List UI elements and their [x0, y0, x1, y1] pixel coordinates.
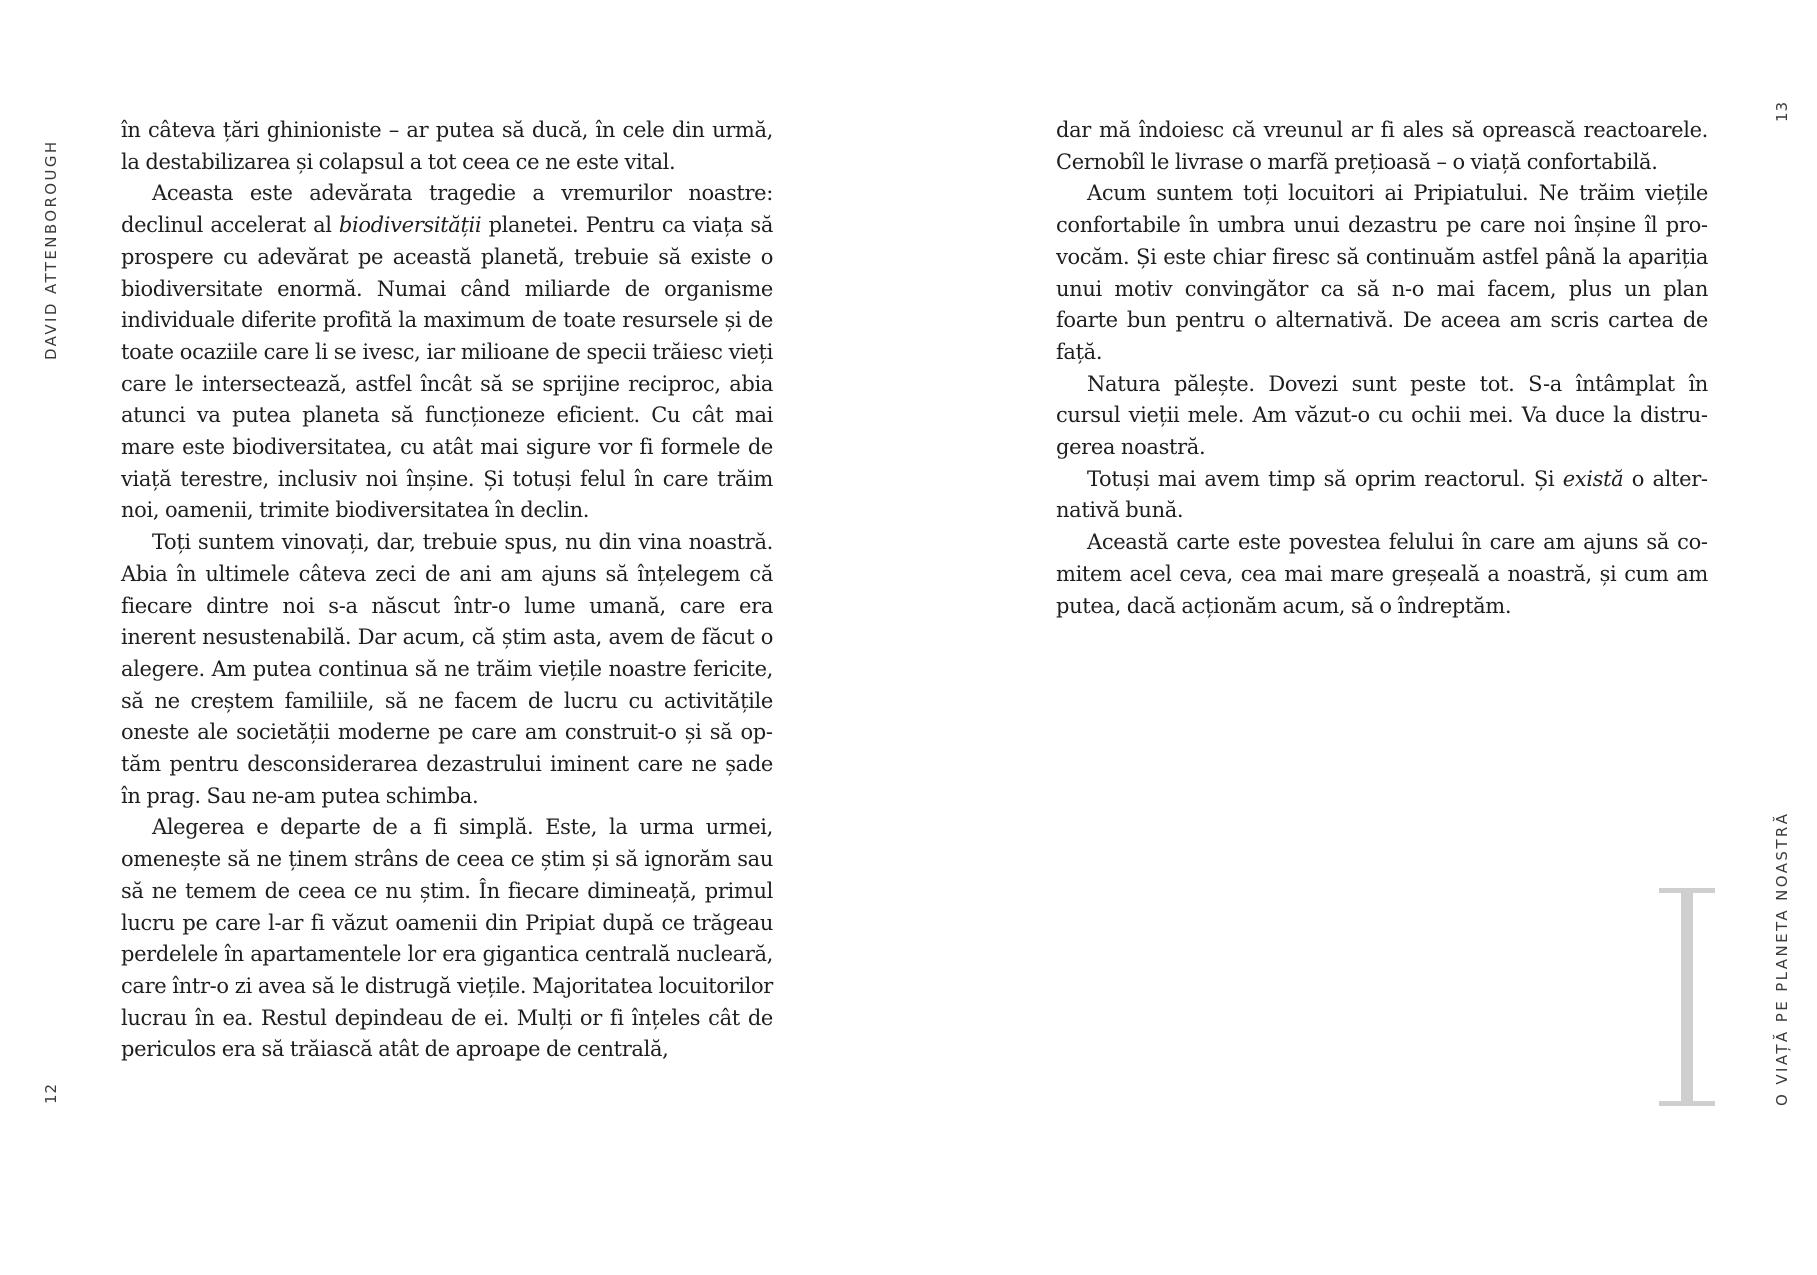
right-running-head: O VIAȚĂ PE PLANETA NOASTRĂ	[1773, 811, 1791, 1106]
text-run: Natura pălește. Dovezi sunt peste tot. S-a întâmplat în cursul vieții mele. Am văzut-o cu ochii mei. Va duce la distrugerea noastră.	[1056, 371, 1708, 460]
body-paragraph	[121, 527, 773, 812]
right-page-body	[1056, 115, 1708, 622]
text-run: planetei. Pentru ca viața să prospere cu adevărat pe această planetă, trebuie să existe o biodiversitate enormă. Numai când miliarde de organisme individuale diferite profită la maximum de toate resursele și de toate ocaziile care li se ivesc, iar milioane de specii trăiesc vieți care le intersectează, astfel încât să se sprijine reciproc, abia atunci va putea planeta să funcționeze eficient. Cu cât mai mare este biodiversitatea, cu atât mai sigure vor fi formele de viață terestre, inclusiv noi înșine. Și totuși felul în care trăim noi, oamenii, trimite biodiversitatea în declin.	[121, 213, 773, 523]
body-paragraph	[1056, 369, 1708, 464]
chapter-numeral-stem	[1681, 888, 1693, 1106]
body-paragraph	[121, 812, 773, 1066]
body-paragraph	[1056, 115, 1708, 178]
body-paragraph	[121, 115, 773, 178]
right-page-number: 13	[1773, 100, 1791, 122]
italic-run: există	[1562, 466, 1624, 491]
text-run: Toți suntem vinovați, dar, trebuie spus, nu din vina noastră. Abia în ultimele câteva zeci de ani am ajuns să înțelegem că fiecare dintre noi s-a născut într-o lume umană, care era inerent nesustenabilă. Dar acum, că știm asta, avem de făcut o alegere. Am putea continua să ne trăim viețile noastre fericite, să ne creștem familiile, să ne facem de lucru cu activitățile oneste ale societății moderne pe care am construit-o și să optăm pentru desconsiderarea dezastrului iminent care ne șade în prag. Sau ne-am putea schimba.	[121, 530, 773, 808]
body-paragraph	[121, 178, 773, 527]
text-run: Alegerea e departe de a fi simplă. Este, la urma urmei, omenește să ne ținem strâns de ceea ce știm și să ignorăm sau să ne temem de ceea ce nu știm. În fiecare dimineață, primul lucru pe care l-ar fi văzut oamenii din Pripiat după ce trăgeau perdelele în apartamentele lor era gigantica centrală nucleară, care într-o zi avea să le distrugă viețile. Majoritatea locuitorilor lucrau în ea. Restul depindeau de ei. Mulți or fi înțeles cât de periculos era să trăiască atât de aproape de centrală,	[121, 815, 773, 1062]
body-paragraph	[1056, 527, 1708, 622]
left-page-number: 12	[42, 1082, 60, 1104]
chapter-numeral-bottom-serif	[1659, 1101, 1715, 1106]
text-run: Totuși mai avem timp să oprim reactorul. Și	[1087, 466, 1563, 491]
text-run: o alternativă bună.	[1056, 466, 1708, 523]
body-paragraph	[1056, 464, 1708, 527]
text-run: dar mă îndoiesc că vreunul ar fi ales să oprească reactoarele. Cernobîl le livrase o marfă prețioasă – o viață confortabilă.	[1056, 118, 1708, 174]
chapter-numeral-mark	[1659, 888, 1715, 1106]
body-paragraph	[1056, 178, 1708, 368]
text-run: în câteva țări ghinioniste – ar putea să ducă, în cele din urmă, la destabilizarea și colapsul a tot ceea ce ne este vital.	[121, 118, 773, 174]
text-run: Aceasta este adevărata tragedie a vremurilor noastre: declinul accelerat al	[121, 181, 773, 238]
text-run: Această carte este povestea felului în care am ajuns să comitem acel ceva, cea mai mare greșeală a noastră, și cum am putea, dacă acționăm acum, să o îndreptăm.	[1056, 530, 1708, 618]
left-page-body	[121, 115, 773, 1066]
text-run: Acum suntem toți locuitori ai Pripiatului. Ne trăim viețile confortabile în umbra unui dezastru pe care noi înșine îl provocăm. Și este chiar firesc să continuăm astfel până la apariția unui motiv convingător ca să n-o mai facem, plus un plan foarte bun pentru o alternativă. De aceea am scris cartea de față.	[1056, 181, 1708, 364]
left-running-head: DAVID ATTENBOROUGH	[42, 139, 60, 360]
italic-run: biodiversității	[338, 213, 482, 238]
